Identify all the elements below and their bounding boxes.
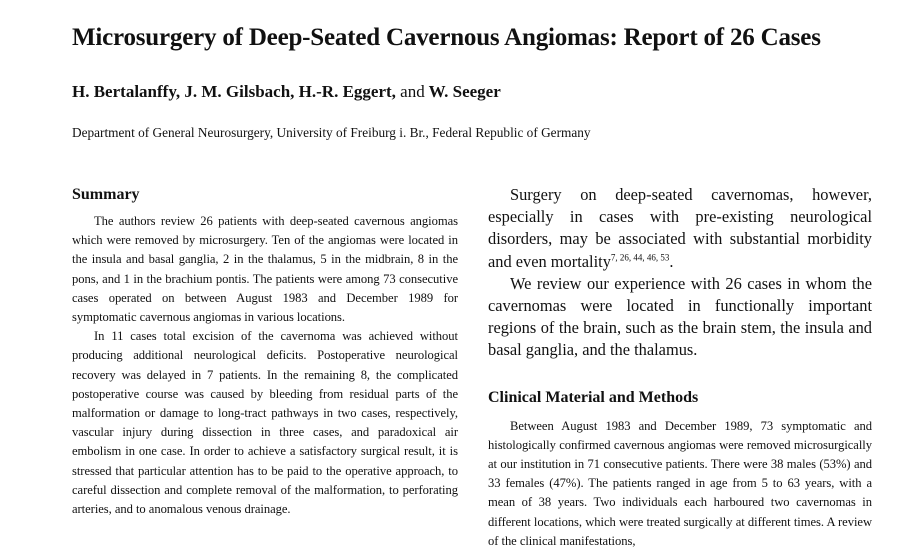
summary-paragraph-1: The authors review 26 patients with deep-seated cavernous angiomas which were removed by microsurgery. Ten of the angiomas were located in the insula and basal ganglia, 2 in the thalamus, 5 in the midbrain, 8 in the pons, and 1 in the brachium pontis. The patients were among 73 consecutive cases operated on between August 1983 and December 1989 for symptomatic cavernous angiomas in various locations. — [72, 214, 458, 325]
intro-paragraph-1 — [488, 184, 872, 273]
methods-heading: Clinical Material and Methods — [488, 388, 699, 406]
right-column — [488, 184, 872, 551]
summary-heading: Summary — [72, 186, 140, 203]
affiliation: Department of General Neurosurgery, University of Freiburg i. Br., Federal Republic of Germany — [72, 125, 591, 140]
intro-paragraph-1-text: Surgery on deep-seated cavernomas, however, especially in cases with pre-existing neurological disorders, may be associated with substantial morbidity and even mortality — [488, 185, 872, 271]
author-names: H. Bertalanffy, J. M. Gilsbach, H.-R. Eggert, — [72, 82, 396, 101]
article-title: Microsurgery of Deep-Seated Cavernous Angiomas: Report of 26 Cases — [72, 24, 821, 51]
summary-paragraph-2: In 11 cases total excision of the cavernoma was achieved without producing additional neurological deficits. Postoperative neurological recovery was delayed in 7 patients. In the remaining 8, the complicated postoperative course was caused by bleeding from residual parts of the malformation or damage to long-tract pathways in two cases, respectively, vascular injury during dissection in three cases, and paradoxical air embolism in one case. In order to achieve a satisfactory surgical result, it is stressed that particular attention has to be paid to the operative approach, to careful dissection and complete removal of the malformation, to perforating arteries, and to anomalous venous drainage. — [72, 329, 458, 517]
author-conjunction: and — [400, 82, 425, 101]
reference-superscript: 7, 26, 44, 46, 53 — [610, 252, 670, 263]
left-column — [72, 186, 458, 519]
methods-paragraph-1: Between August 1983 and December 1989, 73 symptomatic and histologically confirmed cavernous angiomas were removed microsurgically at our institution in 71 consecutive patients. There were 38 males (53%) and 33 females (47%). The patients ranged in age from 5 to 63 years, with a mean of 38 years. Two individuals each harboured two cavernomas in different locations, which were treated surgically at different times. A review of the clinical manifestations, — [488, 418, 872, 548]
intro-paragraph-2: We review our experience with 26 cases in whom the cavernomas were located in functionally important regions of the brain, such as the brain stem, the insula and basal ganglia, and the thalamus. — [488, 273, 872, 360]
author-last: W. Seeger — [428, 82, 501, 101]
intro-paragraph-1-end: . — [669, 251, 674, 271]
author-list — [72, 82, 501, 102]
